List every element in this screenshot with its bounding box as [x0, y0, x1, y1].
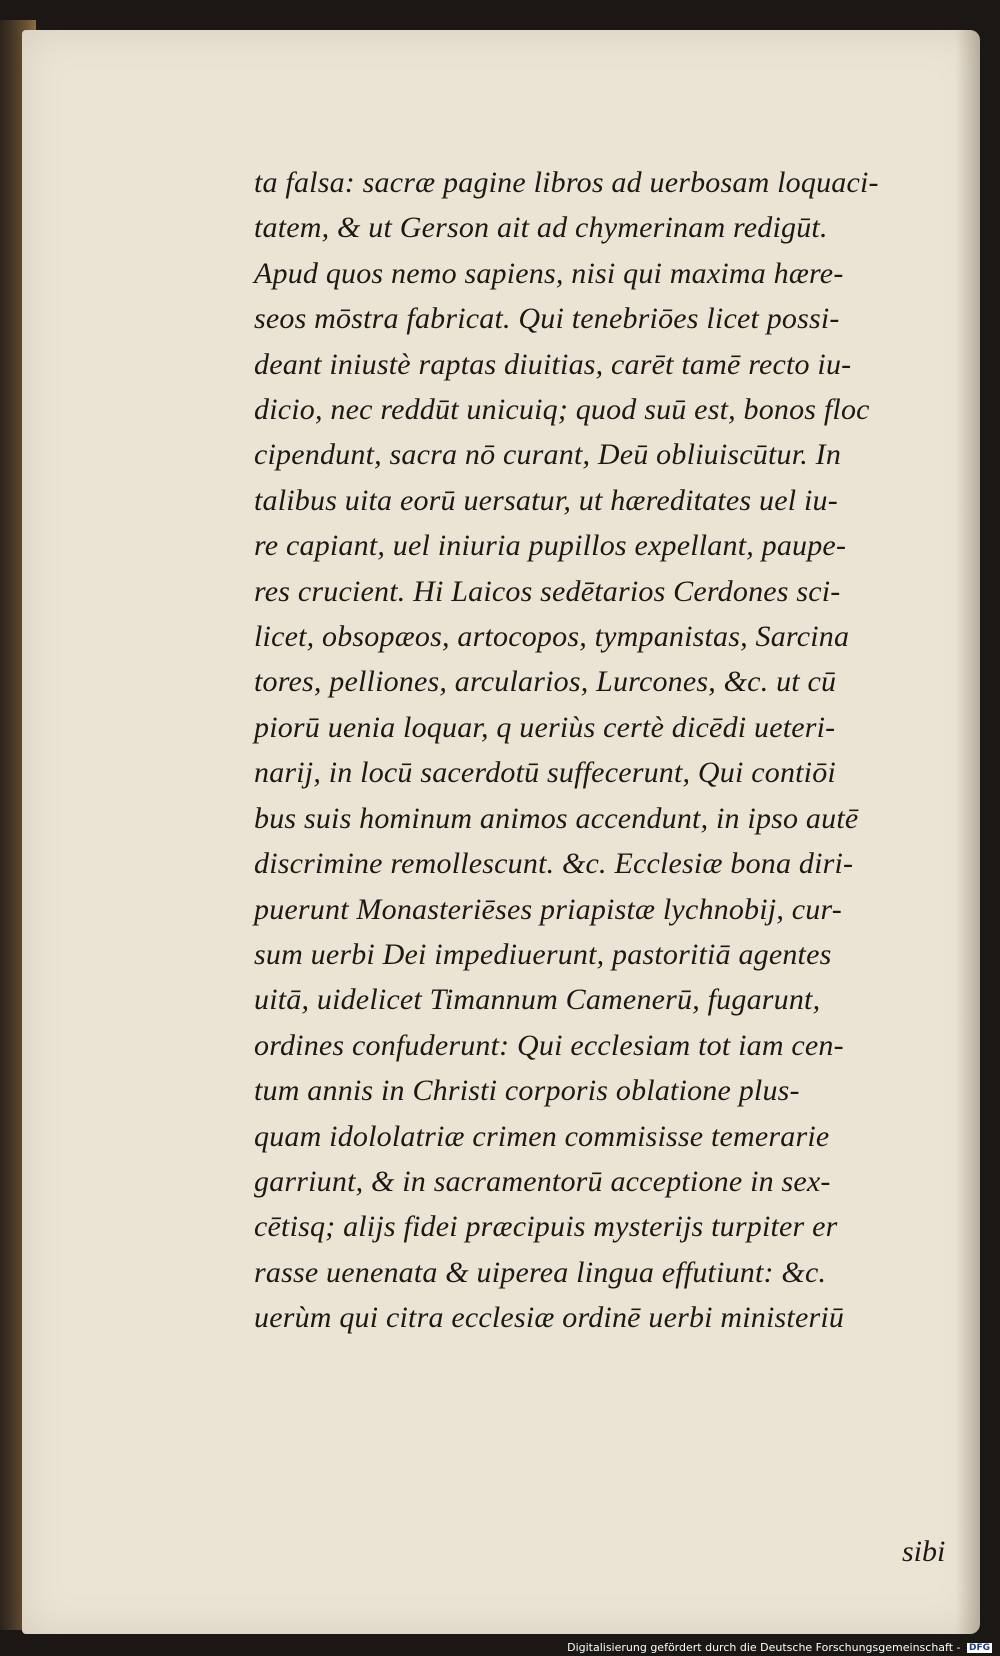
text-line: discrimine remollescunt. &c. Ecclesiæ bona diri-: [254, 847, 854, 881]
page-text-block: [254, 160, 954, 1341]
text-line: tores, pelliones, arcularios, Lurcones, &c. ut cū: [254, 665, 837, 699]
text-line: licet, obsopæos, artocopos, tympanistas, Sarcina: [254, 620, 850, 654]
text-line: quam idololatriæ crimen commisisse temerarie: [254, 1119, 830, 1153]
text-line: seos mōstra fabricat. Qui tenebriōes licet possi-: [254, 302, 840, 336]
text-line: re capiant, uel iniuria pupillos expellant, paupe-: [254, 529, 847, 563]
text-line: res crucient. Hi Laicos sedētarios Cerdones sci-: [254, 574, 841, 608]
page-edge-shadow: [956, 30, 980, 1634]
text-line: puerunt Monasteriēses priapistæ lychnobij, cur-: [254, 892, 842, 926]
text-line: rasse uenenata & uiperea lingua effutiunt: &c.: [254, 1255, 827, 1289]
footer-credit-text: Digitalisierung gefördert durch die Deutsche Forschungsgemeinschaft -: [567, 1641, 961, 1654]
text-line: talibus uita eorū uersatur, ut hæreditates uel iu-: [254, 483, 838, 517]
text-line: uitā, uidelicet Timannum Camenerū, fugarunt,: [254, 983, 821, 1017]
catchword: sibi: [902, 1535, 946, 1568]
text-line: uerùm qui citra ecclesiæ ordinē uerbi ministeriū: [254, 1301, 845, 1335]
dfg-logo-icon: DFG: [968, 1643, 990, 1653]
text-line: narij, in locū sacerdotū suffecerunt, Qui contiōi: [254, 756, 836, 790]
text-line: bus suis hominum animos accendunt, in ipso autē: [254, 801, 859, 835]
footer-credit: [567, 1641, 992, 1654]
text-line: tatem, & ut Gerson ait ad chymerinam redigūt.: [254, 211, 828, 245]
text-line: ordines confuderunt: Qui ecclesiam tot iam cen-: [254, 1028, 844, 1062]
text-line: piorū uenia loquar, q ueriùs certè dicēdi ueteri-: [254, 710, 836, 744]
text-line: cipendunt, sacra nō curant, Deū obliuiscūtur. In: [254, 438, 842, 472]
text-line: garriunt, & in sacramentorū acceptione in sex-: [254, 1164, 831, 1198]
text-line: tum annis in Christi corporis oblatione plus-: [254, 1074, 800, 1108]
text-line: dicio, nec reddūt unicuiq; quod suū est, bonos floc: [254, 393, 870, 427]
text-line: sum uerbi Dei impediuerunt, pastoritiā agentes: [254, 937, 832, 971]
text-line: deant iniustè raptas diuitias, carēt tamē recto iu-: [254, 347, 852, 381]
text-line: cētisq; alijs fidei præcipuis mysterijs turpiter er: [254, 1210, 838, 1244]
text-line: Apud quos nemo sapiens, nisi qui maxima hære-: [254, 256, 844, 290]
footer-bar: [0, 1636, 1000, 1656]
text-line: ta falsa: sacræ pagine libros ad uerbosam loquaci-: [254, 166, 879, 199]
